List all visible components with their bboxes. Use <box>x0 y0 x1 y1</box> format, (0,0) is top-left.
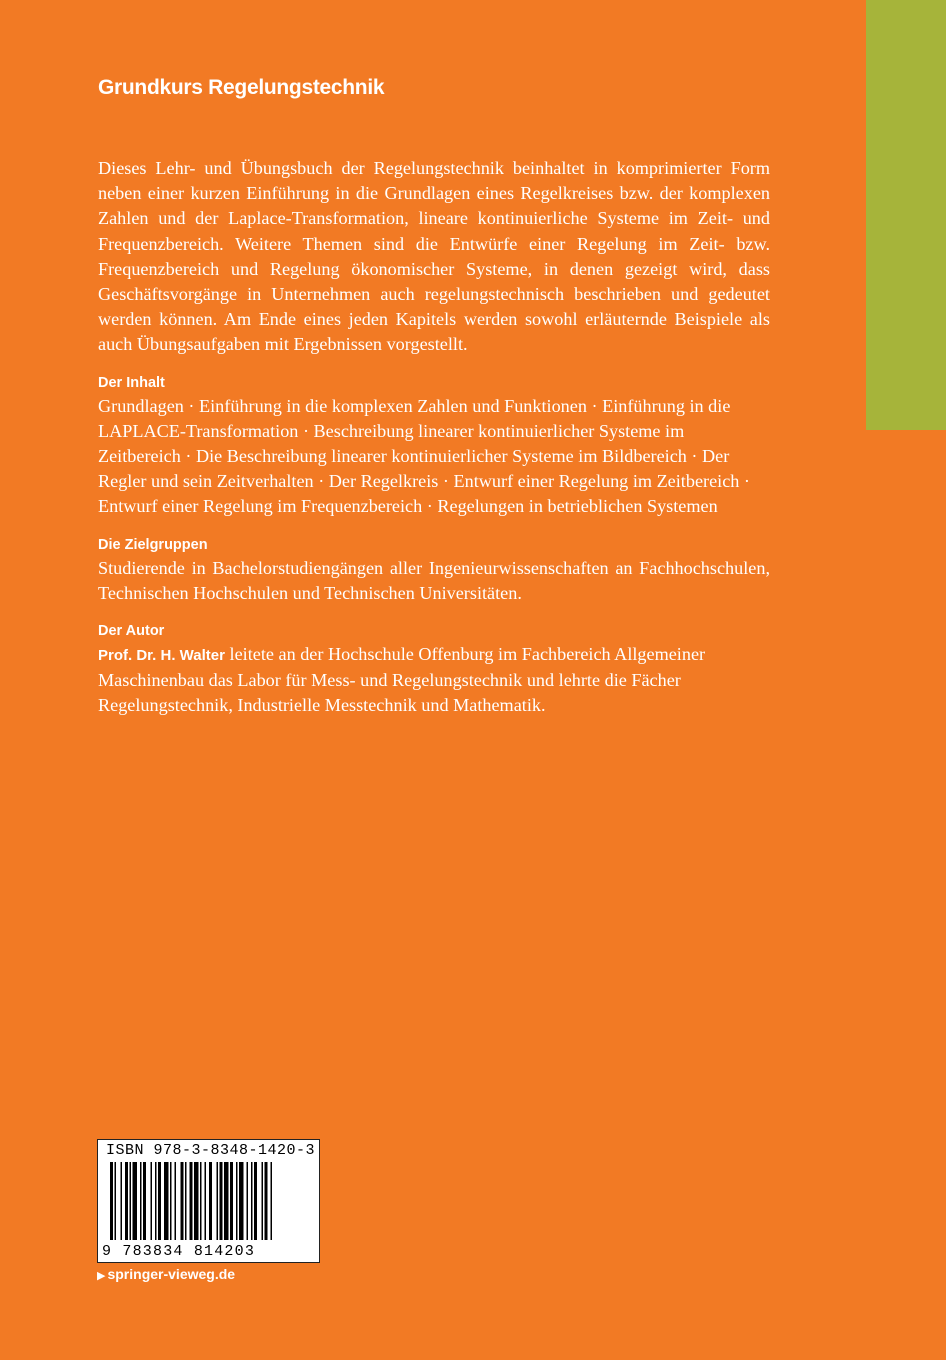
autor-paragraph <box>98 642 770 719</box>
zielgruppen-text: Studierende in Bachelorstudiengängen aller Ingenieurwissenschaften an Fachhochschulen, Technischen Hochschulen und Technischen Universitäten. <box>98 557 770 603</box>
isbn-barcode <box>97 1139 320 1263</box>
website-text: springer-vieweg.de <box>107 1266 236 1282</box>
barcode-bars <box>98 1162 319 1244</box>
accent-bar <box>866 0 946 430</box>
ean-digits: 9 783834 814203 <box>102 1243 256 1260</box>
autor-text: leitete an der Hochschule Offenburg im Fachbereich Allgemeiner Maschinenbau das Labor für Mess- und Regelungstechnik und lehrte die Fächer Regelungstechnik, Industrielle Messtechnik und Mathematik. <box>98 644 706 716</box>
isbn-text: ISBN 978-3-8348-1420-3 <box>106 1142 316 1159</box>
arrow-icon: ▶ <box>97 1270 106 1282</box>
website-link[interactable] <box>97 1266 235 1282</box>
back-cover-text <box>98 70 770 719</box>
heading-autor: Der Autor <box>98 623 165 640</box>
book-title: Grundkurs Regelungstechnik <box>98 76 385 99</box>
author-name: Prof. Dr. H. Walter <box>98 647 225 665</box>
inhalt-text: Grundlagen · Einführung in die komplexen Zahlen und Funktionen · Einführung in die LAPLACE-Transformation · Beschreibung linearer kontinuierlicher Systeme im Zeitbereich · Die Beschreibung linearer kontinuierlicher Systeme im Bildbereich · Der Regler und sein Zeitverhalten · Der Regelkreis · Entwurf einer Regelung im Zeitbereich · Entwurf einer Regelung im Frequenzbereich · Regelungen in betrieblichen Systemen <box>98 395 750 517</box>
heading-zielgruppen: Die Zielgruppen <box>98 536 208 553</box>
heading-inhalt: Der Inhalt <box>98 374 165 391</box>
intro-paragraph: Dieses Lehr- und Übungsbuch der Regelungstechnik beinhaltet in komprimierter Form neben einer kurzen Einführung in die Grundlagen eines Regelkreises bzw. der komplexen Zahlen und der Laplace-Transformation, lineare kontinuierliche Systeme im Zeit- und Frequenzbereich. Weitere Themen sind die Entwürfe einer Regelung im Zeit- bzw. Frequenzbereich und Regelung ökonomischer Systeme, in denen gezeigt wird, dass Geschäftsvorgänge in Unternehmen auch regelungstechnisch beschrieben und gedeutet werden können. Am Ende eines jeden Kapitels werden sowohl erläuternde Beispiele als auch Übungsaufgaben mit Ergebnissen vorgestellt. <box>98 158 770 355</box>
